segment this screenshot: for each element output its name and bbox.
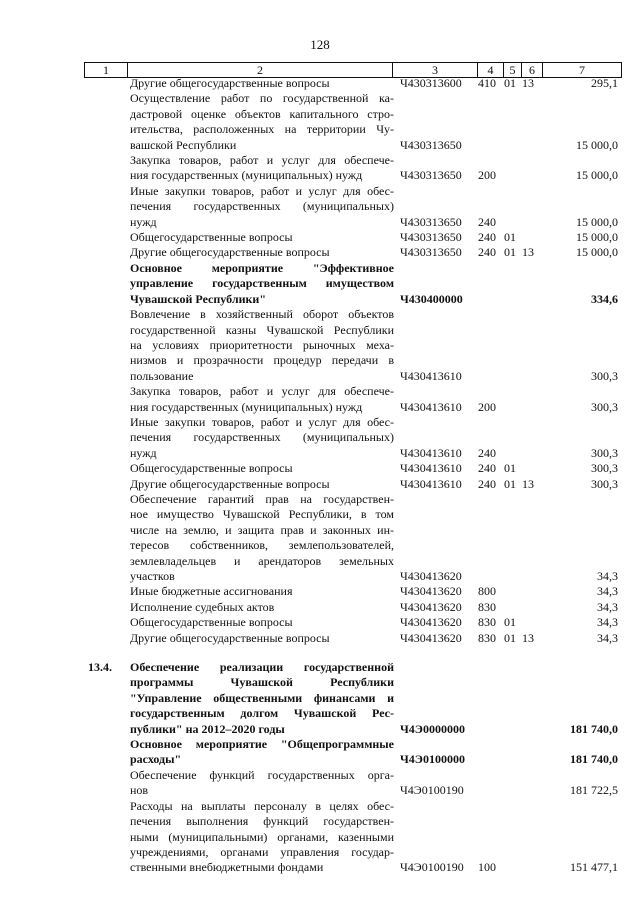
row-name: Основное мероприятие "Эффективное управление государственным имуществом Чувашской Республики"	[130, 260, 394, 306]
row-code: Ч430313650	[400, 230, 462, 245]
header-col-3: 3	[432, 63, 438, 77]
row-expense-type: 240	[478, 476, 496, 491]
row-code: Ч4Э0000000	[400, 721, 465, 736]
row-code: Ч430413610	[400, 399, 462, 414]
row-amount: 34,3	[597, 584, 618, 599]
table-row	[0, 461, 640, 476]
row-code: Ч430413610	[400, 476, 462, 491]
table-row	[0, 230, 640, 245]
row-code: Ч430413610	[400, 445, 462, 460]
table-row	[0, 477, 640, 492]
row-amount: 34,3	[597, 599, 618, 614]
row-section: 01	[504, 76, 516, 90]
row-expense-type: 830	[478, 599, 496, 614]
budget-table-body	[0, 76, 640, 876]
row-name: Расходы на выплаты персоналу в целях обес- печения выполнения функций государствен- ными (муниципальными) органами, казенными учреждениями, органами управления государ- ственными внебюджетными фондами	[130, 798, 394, 875]
row-expense-type: 100	[478, 860, 496, 875]
page-number: 128	[310, 37, 330, 52]
row-name: Закупка товаров, работ и услуг для обеспече- ния государственных (муниципальных) нужд	[130, 153, 394, 183]
row-amount: 15 000,0	[576, 214, 618, 229]
row-name: Иные закупки товаров, работ и услуг для обес- печения государственных (муниципальных) нужд	[130, 183, 394, 229]
row-amount: 300,3	[591, 368, 618, 383]
table-row	[0, 615, 640, 630]
table-row	[0, 600, 640, 615]
row-name: Другие общегосударственные вопросы	[130, 630, 330, 645]
table-row	[0, 415, 640, 461]
row-expense-type: 240	[478, 245, 496, 260]
row-section: 01	[504, 461, 516, 476]
row-code: Ч430313600	[400, 76, 462, 90]
row-section: 01	[504, 630, 516, 645]
row-expense-type: 240	[478, 230, 496, 245]
header-col-4: 4	[487, 63, 494, 77]
row-section: 01	[504, 476, 516, 491]
header-col-5: 5	[509, 63, 516, 77]
row-name: Вовлечение в хозяйственный оборот объектов государственной казны Чувашской Республики на условиях приоритетности рыночных меха- низмов и прозрачности процедур передачи в пользование	[130, 307, 394, 383]
row-section: 01	[504, 615, 516, 630]
row-expense-type: 200	[478, 399, 496, 414]
row-code: Ч4Э0100190	[400, 783, 464, 798]
table-row	[0, 799, 640, 876]
row-name: Общегосударственные вопросы	[130, 230, 293, 245]
row-name: Осуществление работ по государственной ка- дастровой оценке объектов капитального стро- ительства, расположенных на территории Чу- вашской Республики	[130, 91, 394, 152]
row-expense-type: 830	[478, 615, 496, 630]
row-code: Ч4Э0100000	[400, 752, 465, 767]
row-expense-type: 830	[478, 630, 496, 645]
header-col-7: 7	[579, 63, 585, 77]
header-col-1: 1	[103, 63, 109, 77]
row-code: Ч430313650	[400, 137, 462, 152]
table-row	[0, 768, 640, 799]
row-amount: 15 000,0	[576, 137, 618, 152]
row-code: Ч430413620	[400, 615, 462, 630]
row-amount: 151 477,1	[570, 860, 618, 875]
table-row	[0, 261, 640, 307]
table-row	[0, 384, 640, 415]
table-row	[0, 245, 640, 260]
row-amount: 181 722,5	[570, 783, 618, 798]
row-code: Ч430400000	[400, 291, 463, 306]
row-amount: 15 000,0	[576, 245, 618, 260]
row-code: Ч430413620	[400, 599, 462, 614]
row-name: Другие общегосударственные вопросы	[130, 76, 330, 90]
row-name: Основное мероприятие "Общепрограммные расходы"	[130, 737, 394, 767]
row-name: Общегосударственные вопросы	[130, 461, 293, 476]
table-row	[0, 737, 640, 768]
row-amount: 300,3	[591, 445, 618, 460]
row-code: Ч430313650	[400, 245, 462, 260]
header-col-6: 6	[529, 63, 535, 77]
row-code: Ч430413620	[400, 569, 462, 583]
table-row	[0, 91, 640, 153]
row-name: Иные бюджетные ассигнования	[130, 584, 293, 599]
row-subsection: 13	[522, 245, 534, 260]
row-amount: 181 740,0	[570, 752, 618, 767]
row-name: Общегосударственные вопросы	[130, 615, 293, 630]
table-row	[0, 184, 640, 230]
row-amount: 295,1	[591, 76, 618, 90]
table-row	[0, 660, 640, 737]
row-amount: 300,3	[591, 399, 618, 414]
table-row	[0, 584, 640, 599]
row-section: 01	[504, 230, 516, 245]
row-name: Обеспечение гарантий прав на государствен- ное имущество Чувашской Республики, в том числе на землю, и защита прав и законных ин- тересов собственников, землепользователей, землевладельцев и арендаторов земельных участков	[130, 491, 394, 583]
row-code: Ч430413610	[400, 368, 462, 383]
table-row	[0, 76, 640, 91]
row-expense-type: 410	[478, 76, 496, 90]
row-expense-type: 240	[478, 445, 496, 460]
table-row	[0, 631, 640, 646]
row-subsection: 13	[522, 630, 534, 645]
row-subsection: 13	[522, 476, 534, 491]
row-subsection: 13	[522, 76, 534, 90]
row-name: Закупка товаров, работ и услуг для обеспече- ния государственных (муниципальных) нужд	[130, 384, 394, 414]
row-code: Ч4Э0100190	[400, 860, 464, 875]
row-amount: 34,3	[597, 615, 618, 630]
row-amount: 181 740,0	[570, 721, 618, 736]
row-amount: 34,3	[597, 569, 618, 583]
row-expense-type: 800	[478, 584, 496, 599]
row-amount: 300,3	[591, 461, 618, 476]
row-code: Ч430313650	[400, 214, 462, 229]
header-col-2: 2	[257, 63, 263, 77]
row-amount: 300,3	[591, 476, 618, 491]
row-section: 01	[504, 245, 516, 260]
row-amount: 15 000,0	[576, 230, 618, 245]
row-name: Исполнение судебных актов	[130, 599, 275, 614]
row-code: Ч430413610	[400, 461, 462, 476]
row-number: 13.4.	[88, 660, 112, 675]
row-name: Другие общегосударственные вопросы	[130, 476, 330, 491]
row-name: Другие общегосударственные вопросы	[130, 245, 330, 260]
row-code: Ч430313650	[400, 168, 462, 183]
row-code: Ч430413620	[400, 630, 462, 645]
table-row	[0, 307, 640, 384]
row-expense-type: 240	[478, 214, 496, 229]
row-expense-type: 200	[478, 168, 496, 183]
row-amount: 15 000,0	[576, 168, 618, 183]
row-name: Обеспечение реализации государственной программы Чувашской Республики "Управление общественными финансами и государственным долгом Чувашской Рес- публики" на 2012–2020 годы	[130, 660, 394, 736]
row-name: Обеспечение функций государственных орга- нов	[130, 767, 394, 798]
table-row	[0, 153, 640, 184]
row-amount: 334,6	[591, 291, 618, 306]
table-row	[0, 492, 640, 584]
row-name: Иные закупки товаров, работ и услуг для обес- печения государственных (муниципальных) нужд	[130, 414, 394, 460]
row-expense-type: 240	[478, 461, 496, 476]
row-amount: 34,3	[597, 630, 618, 645]
row-code: Ч430413620	[400, 584, 462, 599]
